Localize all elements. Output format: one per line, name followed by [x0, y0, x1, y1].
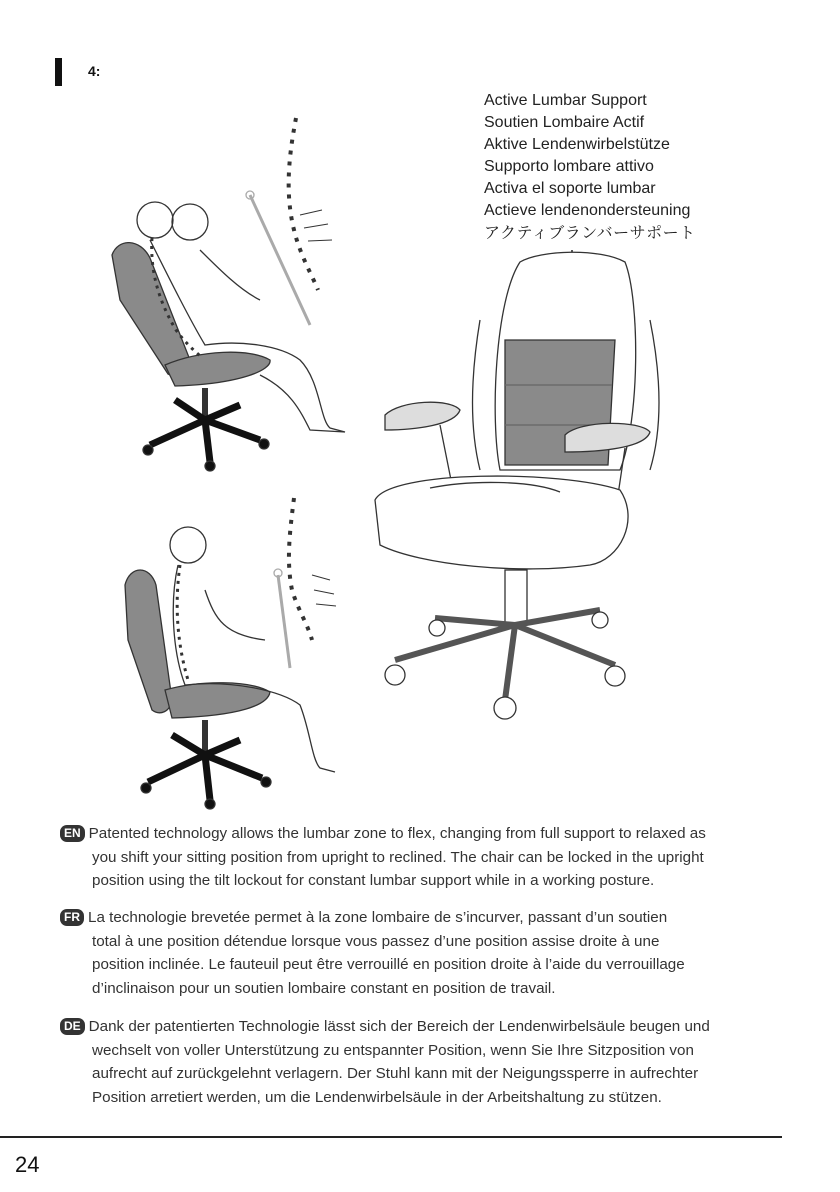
- para-en-line-1: [60, 822, 790, 846]
- para-de-line-1: [60, 1015, 790, 1039]
- lang-badge-fr: FR: [60, 909, 84, 926]
- paragraph-fr: [60, 906, 790, 1000]
- paragraph-en: [60, 822, 790, 893]
- para-fr-line-1: [60, 906, 790, 930]
- para-en-line-3: position using the tilt lockout for constant lumbar support while in a working posture.: [92, 872, 655, 889]
- callout-line-en: Active Lumbar Support: [484, 92, 647, 109]
- paragraph-de: [60, 1015, 790, 1109]
- para-fr-line-2: total à une position détendue lorsque vous passez d’une position assise droite à une: [92, 932, 660, 950]
- para-de-line-3: aufrecht auf zurückgelehnt verlagern. Der Stuhl kann mit der Neigungssperre in aufrechter: [92, 1065, 699, 1082]
- footer-rule: [0, 1136, 782, 1138]
- para-fr-line-4: d’inclinaison pour un soutien lombaire constant en position de travail.: [92, 979, 556, 997]
- para-de-line-2: wechselt von voller Unterstützung zu entspannter Position, wenn Sie Ihre Sitzposition von: [92, 1041, 694, 1059]
- para-fr-line-3: position inclinée. Le fauteuil peut être verrouillé en position droite à l’aide du verrouillage: [92, 956, 685, 973]
- upright-figure-illustration: [125, 498, 336, 809]
- para-fr-text-1: La technologie brevetée permet à la zone lombaire de s’incurver, passant d’un soutien: [88, 909, 668, 926]
- para-de-text-1: Dank der patentierten Technologie lässt sich der Bereich der Lendenwirbelsäule beugen und: [88, 1018, 710, 1035]
- step-label: 4:: [88, 63, 101, 79]
- lang-badge-de: DE: [60, 1018, 85, 1035]
- callout-line-jp: アクティブランバーサポート: [484, 223, 696, 242]
- callout-line-it: Supporto lombare attivo: [484, 158, 654, 175]
- callout-line-fr: Soutien Lombaire Actif: [484, 114, 645, 131]
- callout-line-de: Aktive Lendenwirbelstütze: [484, 136, 670, 153]
- para-de-line-4: Position arretiert werden, um die Lendenwirbelsäule in der Arbeitshaltung zu stützen.: [92, 1088, 662, 1106]
- callout-line-es: Activa el soporte lumbar: [484, 180, 656, 197]
- para-en-line-2: you shift your sitting position from upright to reclined. The chair can be locked in the upright: [92, 848, 704, 866]
- reclined-figure-illustration: [112, 118, 345, 471]
- executive-chair-illustration: [375, 250, 659, 719]
- lang-badge-en: EN: [60, 825, 85, 842]
- page-number: 24: [15, 1152, 40, 1177]
- para-en-text-1: Patented technology allows the lumbar zone to flex, changing from full support to relaxed as: [88, 825, 706, 842]
- callout-line-nl: Actieve lendenondersteuning: [484, 202, 691, 219]
